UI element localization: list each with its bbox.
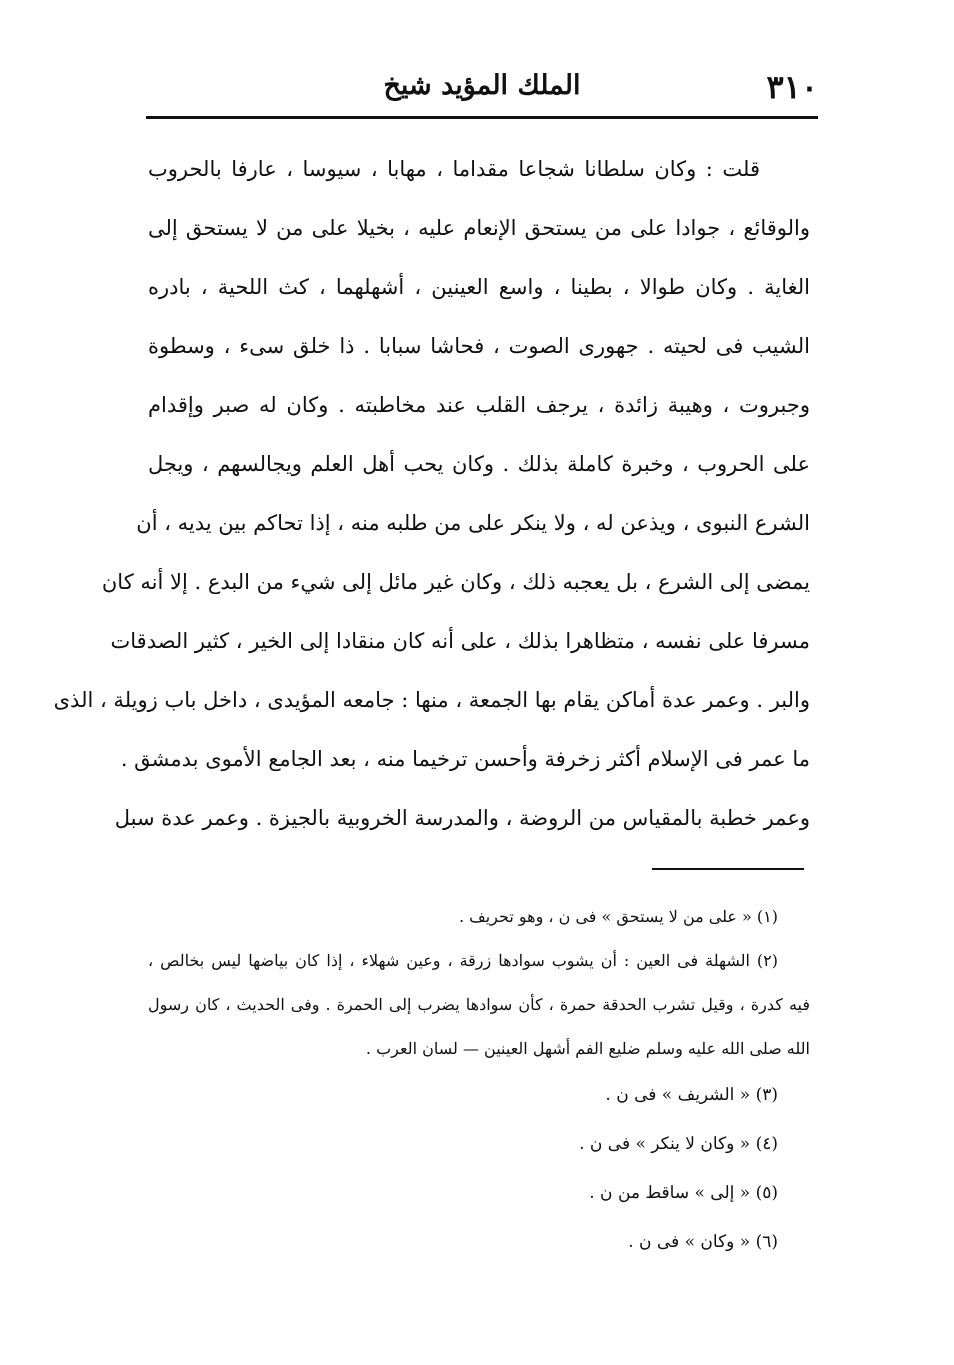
- footnote-2-continuation: فيه كدرة ، وقيل تشرب الحدقة حمرة ، كأن سوادها يضرب إلى الحمرة . وفى الحديث ، كان رسول: [148, 995, 810, 1014]
- main-text: [53, 140, 810, 848]
- text-line: الشيب فى لحيته . جهورى الصوت ، فحاشا سبابا . ذا خلق سىء ، وسطوة: [148, 334, 810, 358]
- page-number: ٣١٠: [766, 68, 818, 106]
- text-line: وعمر خطبة بالمقياس من الروضة ، والمدرسة الخروبية بالجيزة . وعمر عدة سبل: [114, 806, 810, 830]
- footnotes: [148, 895, 810, 1267]
- footnote-6: (٦) « وكان » فى ن .: [628, 1232, 778, 1252]
- footnote-separator: [652, 868, 804, 870]
- text-line: على الحروب ، وخبرة كاملة بذلك . وكان يحب أهل العلم ويجالسهم ، ويجل: [148, 452, 810, 476]
- text-line: يمضى إلى الشرع ، بل يعجبه ذلك ، وكان غير مائل إلى شيء من البدع . إلا أنه كان: [101, 570, 810, 594]
- text-line: قلت : وكان سلطانا شجاعا مقداما ، مهابا ، سيوسا ، عارفا بالحروب: [148, 157, 760, 181]
- footnote-2: (٢) الشهلة فى العين : أن يشوب سوادها زرقة ، وعين شهلاء ، إذا كان بياضها ليس بخالص ،: [148, 951, 778, 970]
- footnote-5: (٥) « إلى » ساقط من ن .: [589, 1183, 778, 1203]
- text-line: والبر . وعمر عدة أماكن يقام بها الجمعة ، منها : جامعه المؤيدى ، داخل باب زويلة ، الذى: [53, 688, 810, 712]
- text-line: وجبروت ، وهيبة زائدة ، يرجف القلب عند مخاطبته . وكان له صبر وإقدام: [148, 393, 810, 417]
- footnote-4: (٤) « وكان لا ينكر » فى ن .: [579, 1134, 778, 1154]
- running-title: الملك المؤيد شيخ: [383, 70, 581, 101]
- text-line: الغاية . وكان طوالا ، بطينا ، واسع العينين ، أشهلهما ، كث اللحية ، بادره: [148, 275, 810, 299]
- text-line: ما عمر فى الإسلام أكثر زخرفة وأحسن ترخيما منه ، بعد الجامع الأموى بدمشق .: [120, 747, 810, 771]
- footnote-3: (٣) « الشريف » فى ن .: [605, 1085, 778, 1105]
- footnote-2-continuation: الله صلى الله عليه وسلم ضليع الفم أشهل العينين — لسان العرب .: [365, 1039, 810, 1058]
- footnote-1: (١) « على من لا يستحق » فى ن ، وهو تحريف .: [458, 907, 778, 926]
- text-line: الشرع النبوى ، ويذعن له ، ولا ينكر على من طلبه منه ، إذا تحاكم بين يديه ، أن: [136, 511, 810, 535]
- header-rule: [146, 116, 818, 119]
- text-line: والوقائع ، جوادا على من يستحق الإنعام عليه ، بخيلا على من لا يستحق إلى: [148, 216, 810, 240]
- text-line: مسرفا على نفسه ، متظاهرا بذلك ، على أنه كان منقادا إلى الخير ، كثير الصدقات: [110, 629, 810, 653]
- page-header: [146, 60, 818, 120]
